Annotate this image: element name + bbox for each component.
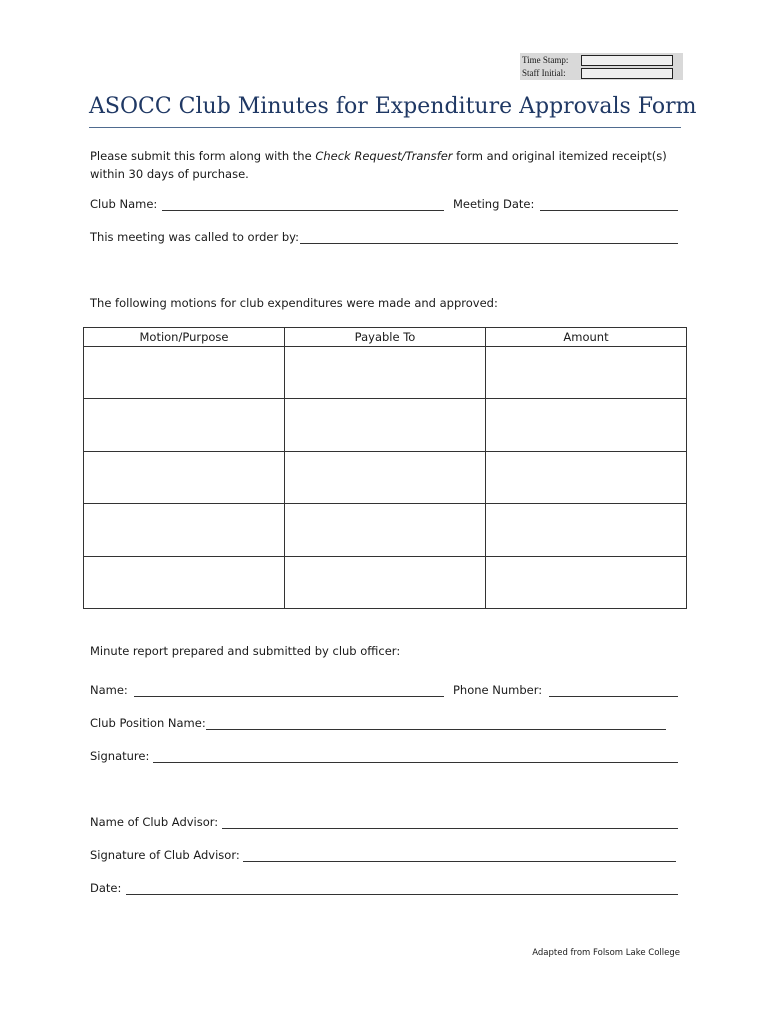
advisor-signature-field[interactable] (243, 861, 676, 862)
intro-form-name: Check Request/Transfer (315, 149, 453, 163)
motion-purpose-cell[interactable] (84, 399, 284, 451)
header-amount: Amount (563, 330, 609, 344)
motion-purpose-cell[interactable] (84, 504, 284, 556)
title-divider (89, 127, 681, 128)
motions-intro: The following motions for club expenditures were made and approved: (90, 296, 498, 310)
officer-name-field[interactable] (134, 696, 444, 697)
intro-line-2: within 30 days of purchase. (90, 167, 249, 181)
officer-name-label: Name: (90, 683, 128, 697)
amount-cell[interactable] (486, 399, 686, 451)
called-to-order-label: This meeting was called to order by: (90, 230, 300, 244)
header-motion-purpose: Motion/Purpose (139, 330, 229, 344)
footer-credit: Adapted from Folsom Lake College (532, 948, 680, 958)
header-payable-to: Payable To (354, 330, 416, 344)
amount-cell[interactable] (486, 347, 686, 398)
advisor-name-label: Name of Club Advisor: (90, 815, 219, 829)
payable-to-cell[interactable] (285, 557, 485, 608)
officer-signature-label: Signature: (90, 749, 150, 763)
staff-initial-label: Staff Initial: (522, 68, 566, 78)
payable-to-cell[interactable] (285, 452, 485, 503)
club-name-field[interactable] (162, 210, 444, 211)
meeting-date-field[interactable] (540, 210, 678, 211)
club-name-label: Club Name: (90, 197, 158, 211)
club-position-field[interactable] (206, 729, 666, 730)
payable-to-cell[interactable] (285, 347, 485, 398)
called-to-order-field[interactable] (300, 243, 678, 244)
date-field[interactable] (126, 894, 678, 895)
payable-to-cell[interactable] (285, 399, 485, 451)
intro-text-start: Please submit this form along with the (90, 149, 316, 163)
payable-to-cell[interactable] (285, 504, 485, 556)
officer-signature-field[interactable] (153, 762, 678, 763)
form-title: ASOCC Club Minutes for Expenditure Approvals Form (89, 94, 697, 119)
intro-line-1 (90, 148, 667, 165)
meeting-date-label: Meeting Date: (453, 197, 535, 211)
amount-cell[interactable] (486, 452, 686, 503)
officer-intro: Minute report prepared and submitted by club officer: (90, 644, 401, 658)
club-position-label: Club Position Name: (90, 716, 206, 730)
date-label: Date: (90, 881, 122, 895)
time-stamp-label: Time Stamp: (522, 55, 569, 65)
staff-initial-field[interactable] (581, 68, 673, 79)
amount-cell[interactable] (486, 557, 686, 608)
motion-purpose-cell[interactable] (84, 347, 284, 398)
amount-cell[interactable] (486, 504, 686, 556)
time-stamp-box (520, 53, 683, 80)
motions-table (83, 327, 687, 609)
motion-purpose-cell[interactable] (84, 452, 284, 503)
advisor-name-field[interactable] (222, 828, 678, 829)
phone-number-field[interactable] (549, 696, 678, 697)
advisor-signature-label: Signature of Club Advisor: (90, 848, 240, 862)
phone-number-label: Phone Number: (453, 683, 543, 697)
time-stamp-field[interactable] (581, 55, 673, 66)
intro-text-end: form and original itemized receipt(s) (452, 149, 667, 163)
motion-purpose-cell[interactable] (84, 557, 284, 608)
